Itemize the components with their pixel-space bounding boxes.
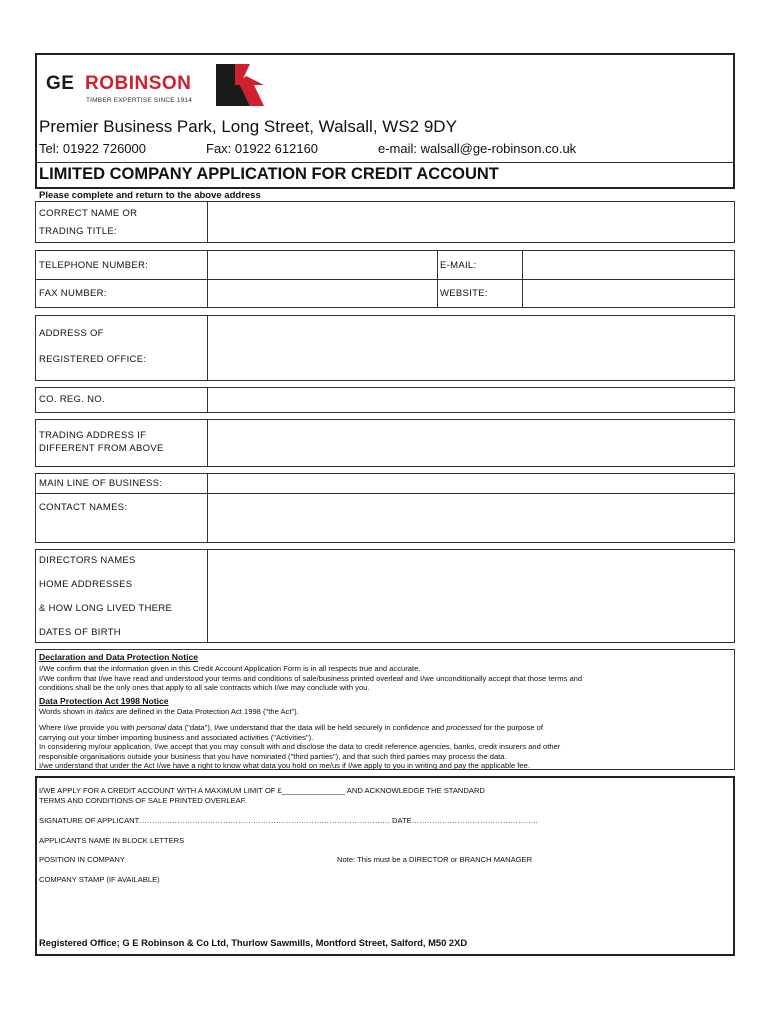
declaration-line-2: I/We confirm that I/we have read and understood your terms and conditions of sale/business printed overleaf and I/we unconditionally accept that those terms and [39,673,583,683]
declaration-heading: Declaration and Data Protection Notice [39,652,199,662]
dpa-paragraph-1-line-2: carrying out your timber importing business and associated activities ("Activities"). [39,732,314,742]
email-field[interactable] [523,251,734,279]
website-field[interactable] [523,280,734,307]
directors-label-line2: HOME ADDRESSES [39,579,133,590]
registered-office-row [35,315,735,381]
co-reg-field[interactable] [208,388,734,412]
telephone-label: TELEPHONE NUMBER: [39,260,149,271]
logo-text-ge: GE [46,73,75,94]
address-label-line2: REGISTERED OFFICE: [39,354,147,365]
dpa-heading: Data Protection Act 1998 Notice [39,696,169,706]
company-email: e-mail: walsall@ge-robinson.co.uk [378,141,577,156]
name-row [35,201,735,243]
contact-names-label: CONTACT NAMES: [39,502,128,513]
website-label: WEBSITE: [440,288,488,299]
directors-field[interactable] [208,550,734,642]
declaration-box [35,649,735,770]
email-label: E-MAIL: [440,260,477,271]
trading-address-label-line1: TRADING ADDRESS IF [39,430,147,441]
fax-field[interactable] [208,280,437,307]
position-note: Note: This must be a DIRECTOR or BRANCH MANAGER [337,855,533,864]
robinson-r-logo-icon [216,64,264,106]
declaration-line-3: conditions shall be the only ones that apply to all sale contracts which I/we may conclude with you. [39,683,370,692]
main-line-field[interactable] [208,474,734,493]
credit-limit-line-2: TERMS AND CONDITIONS OF SALE PRINTED OVERLEAF. [39,796,247,805]
company-logo [46,66,286,110]
business-row [35,473,735,543]
company-telephone: Tel: 01922 726000 [39,141,146,156]
directors-label-line1: DIRECTORS NAMES [39,555,136,566]
co-reg-row [35,387,735,413]
registered-office-footer: Registered Office; G E Robinson & Co Ltd, Thurlow Sawmills, Montford Street, Salford, M50 2XD [39,937,468,948]
dpa-paragraph-2-line-2: responsible organisations outside your business that you have nominated ("third parties"), and that such third parties may process the data. [39,751,507,761]
contact-row [35,250,735,308]
registered-office-field[interactable] [208,316,734,380]
directors-label-line4: DATES OF BIRTH [39,627,121,638]
declaration-line-1: I/We confirm that the information given in this Credit Account Application Form is in all respects true and accurate. [39,664,421,673]
co-reg-label: CO. REG. NO. [39,394,105,405]
credit-limit-line-1: I/WE APPLY FOR A CREDIT ACCOUNT WITH A MAXIMUM LIMIT OF £_______________ AND ACKNOWLEDGE THE STANDARD [39,786,485,795]
directors-label-line3: & HOW LONG LIVED THERE [39,603,173,614]
position-label: POSITION IN COMPANY [39,855,125,864]
company-fax: Fax: 01922 612160 [206,141,319,156]
dpa-paragraph-3: I/we understand that under the Act I/we have a right to know what data you hold on me/us if I/we apply to you in writing and pay the applicable fee. [39,760,530,770]
correct-name-field[interactable] [208,202,734,242]
company-stamp-label: COMPANY STAMP (IF AVAILABLE) [39,875,160,884]
contact-names-field[interactable] [208,494,734,542]
dpa-paragraph-1-line-1: Where I/we provide you with personal data ("data"), I/we understand that the data will be held securely in confidence and processed for the purpose of [39,723,543,732]
address-label-line1: ADDRESS OF [39,328,104,339]
dpa-definitions-line: Words shown in italics are defined in the Data Protection Act 1998 ("the Act"). [39,707,299,716]
trading-address-label-line2: DIFFERENT FROM ABOVE [39,443,164,454]
trading-address-row [35,419,735,467]
form-instruction: Please complete and return to the above address [39,190,261,201]
application-box [35,776,735,956]
logo-tagline: TIMBER EXPERTISE SINCE 1914 [86,97,193,104]
correct-name-label-line2: TRADING TITLE: [39,226,117,237]
applicant-name-label: APPLICANTS NAME IN BLOCK LETTERS [39,836,185,845]
telephone-field[interactable] [208,251,437,279]
fax-label: FAX NUMBER: [39,288,107,299]
trading-address-field[interactable] [208,420,734,466]
form-title: LIMITED COMPANY APPLICATION FOR CREDIT ACCOUNT [39,165,499,183]
company-address: Premier Business Park, Long Street, Walsall, WS2 9DY [39,117,457,136]
correct-name-label-line1: CORRECT NAME OR [39,208,138,219]
directors-row [35,549,735,643]
dpa-paragraph-2-line-1: In considering my/our application, I/we accept that you may consult with and disclose the data to credit reference agencies, banks, credit insurers and other [39,742,561,751]
main-line-label: MAIN LINE OF BUSINESS: [39,478,163,489]
logo-text-robinson: ROBINSON [85,73,192,94]
signature-date-line[interactable]: SIGNATURE OF APPLICANT……………………………………………………………………………………… DATE………………………………………….. [39,816,538,825]
